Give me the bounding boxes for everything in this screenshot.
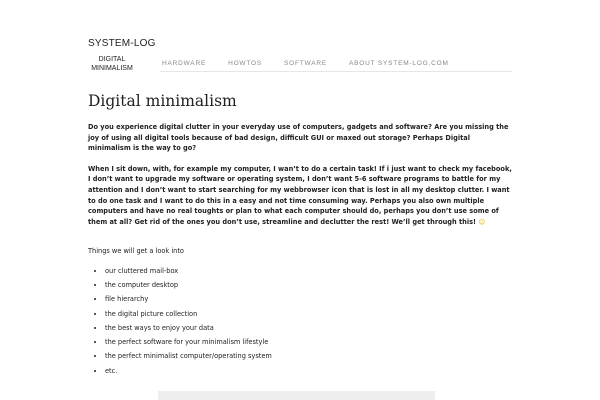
intro-paragraph: Do you experience digital clutter in your everyday use of computers, gadgets and software? Are you missing the joy of using all digital tools because of bad design, difficult GUI or maxed out storage? Perhaps Digital minimalism is the way to go? xyxy=(88,123,509,153)
nav-item-software[interactable]: SOFTWARE xyxy=(284,60,328,67)
site-description: DIGITAL MINIMALISM xyxy=(91,56,133,72)
list-item: • the perfect minimalist computer/operating system xyxy=(105,351,513,362)
list-item: • the computer desktop xyxy=(105,280,513,291)
list-item: • our cluttered mail-box xyxy=(105,266,513,277)
list-item: • etc. xyxy=(105,366,513,377)
smiley-icon: ☺ xyxy=(478,217,486,226)
page-title: Digital minimalism xyxy=(88,92,237,110)
article-content xyxy=(88,122,513,380)
nav-item-about[interactable]: ABOUT SYSTEM-LOG.COM xyxy=(349,60,449,67)
nav-item-howtos[interactable]: HOWTOS xyxy=(228,60,263,67)
body-text: When I sit down, with, for example my computer, I wan’t to do a certain task! If i just want to check my facebook, I don’t want to upgrade my software or operating system, I don’t want 5-6 software programs to battle for my attention and I don’t want to start searching for my webbrowser icon that is lost in all my desktop clutter. I want to do one task and I want to do this in a easy and not time consuming way. Perhaps you also own multiple computers and have no real toughts or plan to what each computer should do, perhaps you don’t use some of them at all? Get rid of the ones you don’t use, streamline and declutter the rest! We’ll get through this! xyxy=(88,164,512,226)
nav-item-hardware[interactable]: HARDWARE xyxy=(162,60,207,67)
article-image xyxy=(158,391,435,400)
list-item: • the perfect software for your minimalism lifestyle xyxy=(105,337,513,348)
list-item: • the digital picture collection xyxy=(105,309,513,320)
list-item: • file hierarchy xyxy=(105,294,513,305)
list-item: • the best ways to enjoy your data xyxy=(105,323,513,334)
main-navigation xyxy=(160,58,512,72)
list-intro: Things we will get a look into xyxy=(88,247,184,256)
site-title[interactable]: SYSTEM-LOG xyxy=(88,38,156,49)
body-paragraph xyxy=(88,164,513,228)
topic-list xyxy=(88,266,513,376)
